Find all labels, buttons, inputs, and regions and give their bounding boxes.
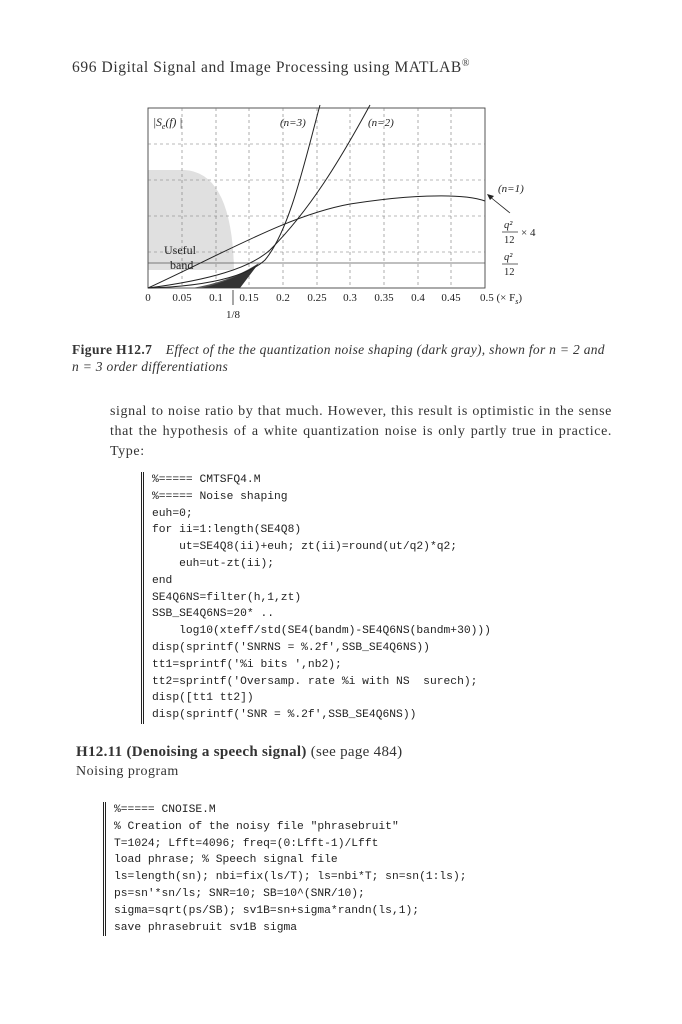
x-tick: 0.15 (239, 292, 259, 304)
book-title: Digital Signal and Image Processing using MATLAB (101, 59, 462, 77)
page-number: 696 (72, 59, 98, 77)
label-n1: (n=1) (498, 183, 524, 195)
figure-caption (72, 341, 612, 375)
x-tick: 0.4 (411, 292, 425, 304)
x-tick: 0 (145, 292, 151, 304)
caption-label: Figure H12.7 (72, 342, 153, 357)
section-heading (76, 744, 402, 761)
twelve-upper: 12 (504, 235, 515, 246)
label-n2: (n=2) (368, 117, 394, 129)
x-tick: 0.05 (172, 292, 192, 304)
x-tick: 0.45 (441, 292, 461, 304)
useful-label: Useful (164, 243, 196, 257)
x-tick: 0.35 (374, 292, 394, 304)
x-tick: 0.3 (343, 292, 357, 304)
label-n3: (n=3) (280, 117, 306, 129)
q2-lower: q² (504, 252, 513, 263)
x-tick-labels (145, 292, 461, 304)
y-axis-label: $|S_e(f)$ | (153, 117, 183, 131)
code-block-noising-program: %===== CNOISE.M % Creation of the noisy file "phrasebruit" T=1024; Lfft=4096; freq=(0:Lfft-1)/Lfft load phrase; % Speech signal file ls=length(sn); nbi=fix(ls/T); ls=nbi*T; sn=sn(1:ls); ps=sn'*sn/ls; SNR=10; SB=10^(SNR/10); sigma=sqrt(ps/SB); sv1B=sn+sigma*randn(ls,1); save phrasebruit sv1B sigma (103, 802, 467, 936)
annotation-arrow (489, 196, 510, 213)
section-title: (Denoising a speech signal) (126, 744, 307, 760)
caption-text: Effect of the the quantization noise shaping (dark gray), shown for n = 2 and n = 3 order differentiations (72, 342, 605, 374)
running-header (72, 58, 470, 77)
trademark-symbol: ® (461, 58, 471, 69)
subheading: Noising program (76, 764, 179, 779)
code-block-noise-shaping: %===== CMTSFQ4.M %===== Noise shaping euh=0; for ii=1:length(SE4Q8) ut=SE4Q8(ii)+euh; zt(ii)=round(ut/q2)*q2; euh=ut-zt(ii); end SE4Q6NS=filter(h,1,zt) SSB_SE4Q6NS=20* .. log10(xteff/std(SE4(bandm)-SE4Q6NS(bandm+30))) disp(sprintf('SNRNS = %.2f',SSB_SE4Q6NS)) tt1=sprintf('%i bits ',nb2); tt2=sprintf('Oversamp. rate %i with NS surech); disp([tt1 tt2]) disp(sprintf('SNR = %.2f',SSB_SE4Q6NS)) (141, 472, 491, 724)
x-unit-label: 0.5 (× $F_s$) (480, 292, 523, 306)
section-page-ref: (see page 484) (310, 744, 403, 760)
q2-upper: q² (504, 220, 513, 231)
twelve-lower: 12 (504, 267, 515, 278)
noise-shaping-figure (140, 100, 560, 322)
one-eighth-label: 1/8 (225, 309, 241, 321)
band-label: band (170, 258, 194, 272)
x-tick: 0.2 (276, 292, 290, 304)
x-tick: 0.1 (209, 292, 223, 304)
x-tick: 0.25 (307, 292, 327, 304)
section-number: H12.11 (76, 744, 123, 760)
body-paragraph: signal to noise ratio by that much. However, this result is optimistic in the sense that the hypothesis of a white quantization noise is only partly true in practice. Type: (110, 404, 612, 459)
times-four: × 4 (521, 227, 536, 239)
